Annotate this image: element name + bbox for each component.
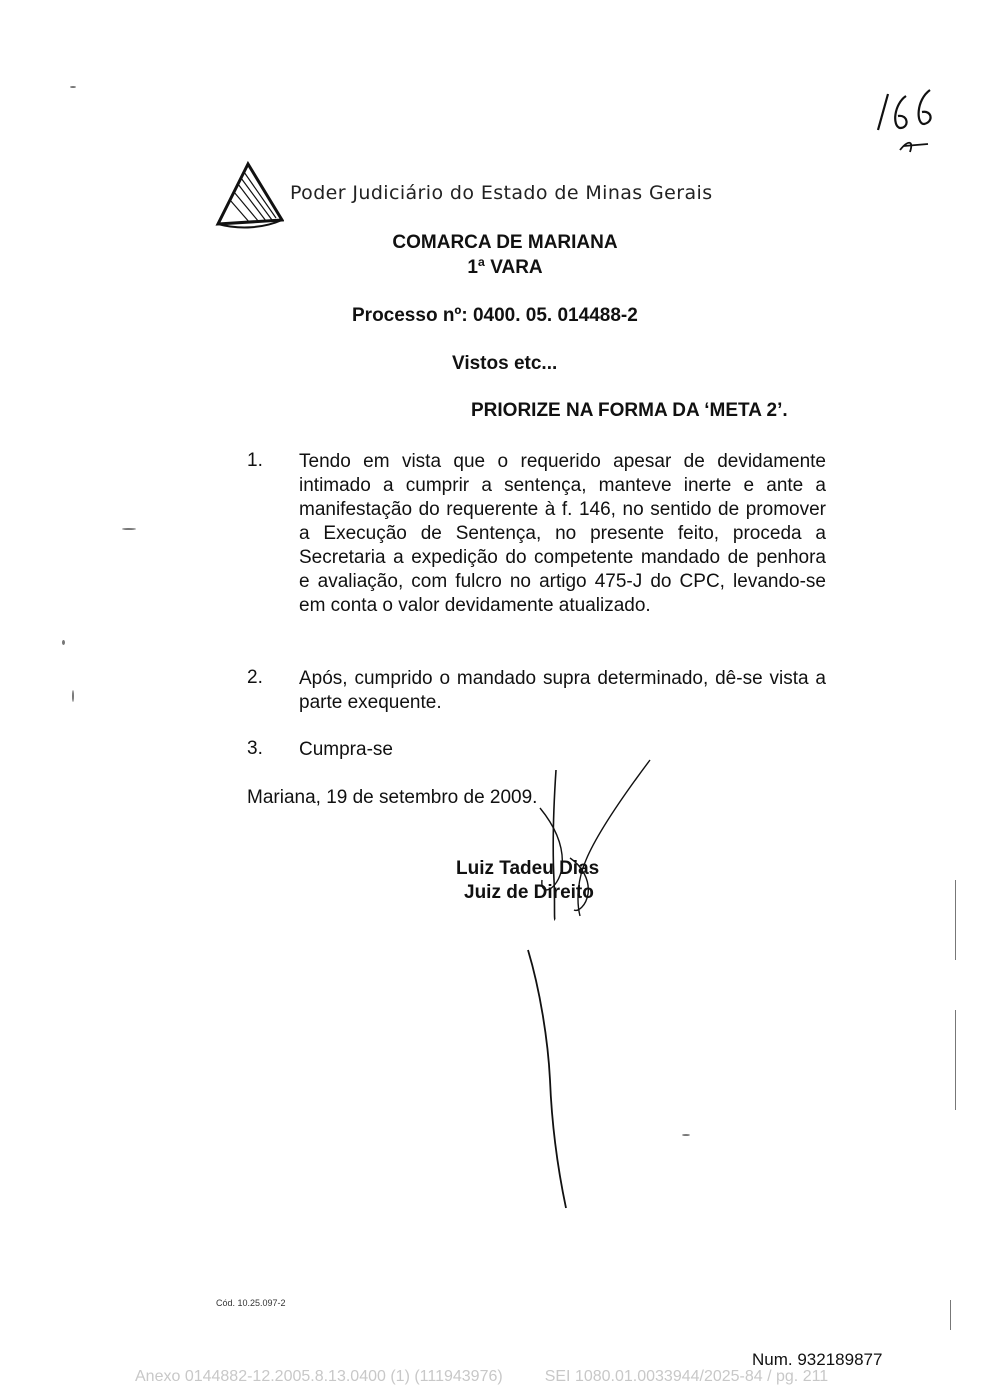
handwritten-page-number xyxy=(858,82,948,162)
annex-reference: Anexo 0144882-12.2005.8.13.0400 (1) (111943976) xyxy=(135,1368,503,1385)
scan-speck xyxy=(122,528,136,530)
court-name: COMARCA DE MARIANA xyxy=(392,232,618,253)
item-number: 1. xyxy=(247,450,263,471)
organization-name: Poder Judiciário do Estado de Minas Gerais xyxy=(290,182,713,204)
scan-speck xyxy=(955,1010,956,1110)
opening-text: Vistos etc... xyxy=(452,353,558,374)
form-code: Cód. 10.25.097-2 xyxy=(216,1298,286,1308)
item-number: 2. xyxy=(247,667,263,688)
footer-watermark xyxy=(135,1368,828,1386)
handwritten-signature xyxy=(500,740,700,1220)
scan-speck xyxy=(62,640,65,645)
priority-instruction: PRIORIZE NA FORMA DA ‘META 2’. xyxy=(471,400,788,421)
item-number: 3. xyxy=(247,738,263,759)
process-number: Processo nº: 0400. 05. 014488-2 xyxy=(352,305,638,326)
item-text: Cumpra-se xyxy=(299,739,393,760)
scan-speck xyxy=(950,1300,951,1330)
signer-title: Juiz de Direito xyxy=(464,882,594,903)
document-number: Num. 932189877 xyxy=(752,1350,883,1369)
date-line: Mariana, 19 de setembro de 2009. xyxy=(247,787,538,808)
scan-speck xyxy=(955,880,956,960)
judiciary-logo-icon xyxy=(214,160,284,230)
signer-name: Luiz Tadeu Dias xyxy=(456,858,600,879)
scan-speck xyxy=(72,690,74,702)
scan-speck xyxy=(682,1134,690,1136)
item-text: Tendo em vista que o requerido apesar de devidamente intimado a cumprir a sentença, manteve inerte e ante a manifestação do requerente à f. 146, no sentido de promover a Execução de Sentença, no presente feito, proceda a Secretaria a expedição do competente mandado de penhora e avaliação, com fulcro no artigo 475-J do CPC, levando-se em conta o valor devidamente atualizado. xyxy=(299,451,826,616)
item-text: Após, cumprido o mandado supra determinado, dê-se vista a parte exequente. xyxy=(299,668,826,713)
court-division: 1ª VARA xyxy=(467,257,543,278)
scan-speck xyxy=(70,86,76,88)
sei-reference: SEI 1080.01.0033944/2025-84 / pg. 211 xyxy=(544,1368,829,1385)
